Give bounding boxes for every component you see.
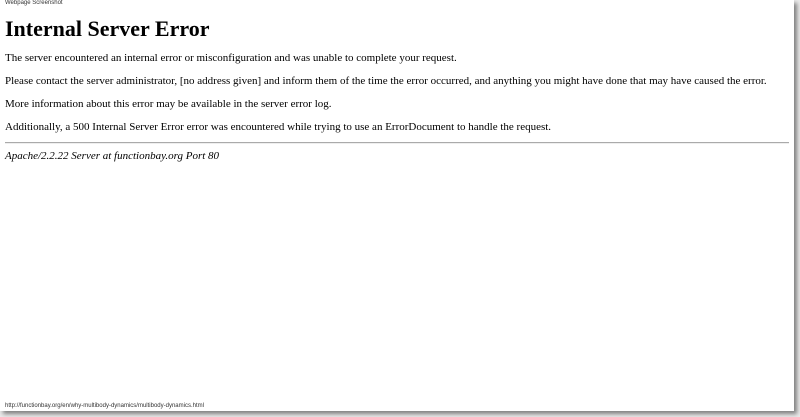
page-title: Internal Server Error bbox=[5, 16, 210, 41]
status-bar-url: http://functionbay.org/en/why-multibody-dynamics/multibody-dynamics.html bbox=[5, 403, 204, 409]
error-paragraph-1: The server encountered an internal error or misconfiguration and was unable to complete your request. bbox=[5, 52, 457, 64]
error-content bbox=[5, 16, 789, 163]
screenshot-caption: Webpage Screenshot bbox=[5, 0, 63, 6]
divider bbox=[5, 142, 789, 144]
error-paragraph-2: Please contact the server administrator, [no address given] and inform them of the time the error occurred, and anything you might have done that may have caused the error. bbox=[5, 75, 767, 87]
error-paragraph-4: Additionally, a 500 Internal Server Error error was encountered while trying to use an ErrorDocument to handle the request. bbox=[5, 121, 552, 133]
error-paragraph-3: More information about this error may be available in the server error log. bbox=[5, 98, 332, 110]
server-signature: Apache/2.2.22 Server at functionbay.org Port 80 bbox=[5, 150, 220, 162]
